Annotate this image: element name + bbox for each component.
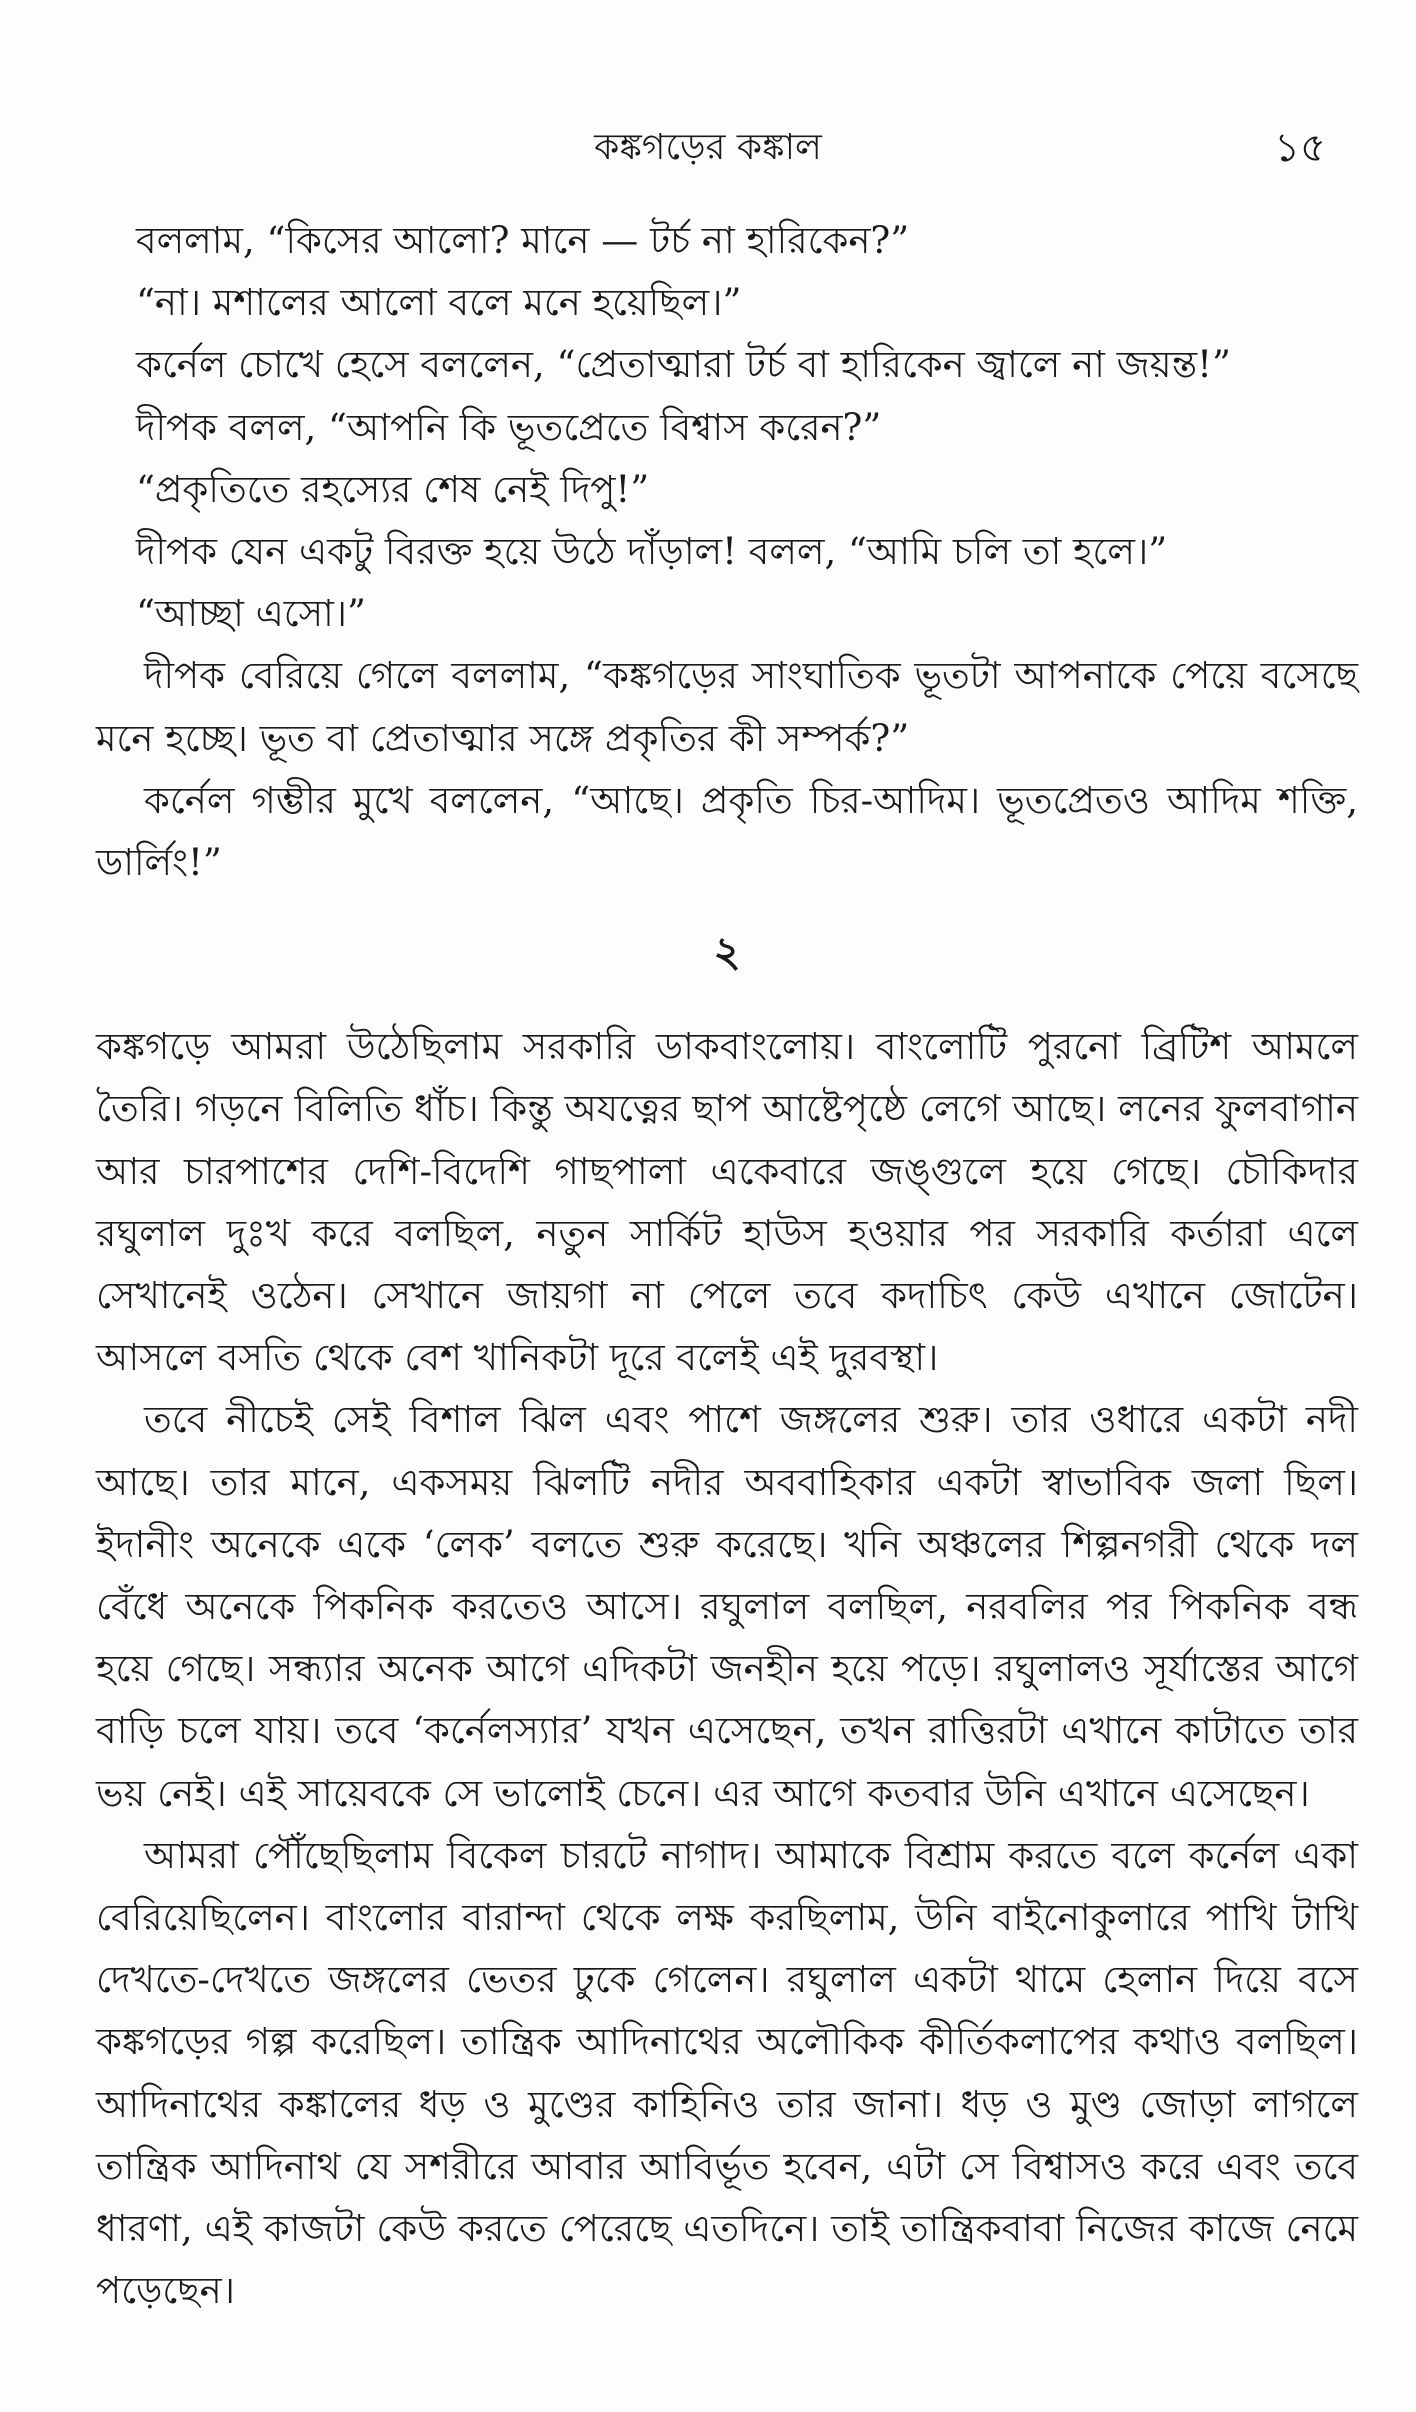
paragraph: দীপক যেন একটু বিরক্ত হয়ে উঠে দাঁড়াল! বলল, “আমি চলি তা হলে।”: [136, 530, 1168, 574]
paragraph: দীপক বলল, “আপনি কি ভূতপ্রেতে বিশ্বাস করেন?”: [136, 405, 882, 449]
paragraph: দীপক বেরিয়ে গেলে বললাম, “কঙ্কগড়ের সাংঘাতিক ভূতটা আপনাকে পেয়ে বসেছে মনে হচ্ছে। ভূত বা প্রেতাত্মার সঙ্গে প্রকৃতির কী সম্পর্ক?”: [96, 654, 1358, 760]
paragraph: কর্নেল চোখে হেসে বললেন, “প্রেতাত্মারা টর্চ বা হারিকেন জ্বালে না জয়ন্ত!”: [136, 343, 1231, 387]
paragraph: আমরা পৌঁছেছিলাম বিকেল চারটে নাগাদ। আমাকে বিশ্রাম করতে বলে কর্নেল একা বেরিয়েছিলেন। বাংলোর বারান্দা থেকে লক্ষ করছিলাম, উনি বাইনোকুলারে পাখি টাখি দেখতে-দেখতে জঙ্গলের ভেতর ঢুকে গেলেন। রঘুলাল একটা থামে হেলান দিয়ে বসে কঙ্কগড়ের গল্প করেছিল। তান্ত্রিক আদিনাথের অলৌকিক কীর্তিকলাপের কথাও বলছিল। আদিনাথের কঙ্কালের ধড় ও মুণ্ডের কাহিনিও তার জানা। ধড় ও মুণ্ড জোড়া লাগলে তান্ত্রিক আদিনাথ যে সশরীরে আবার আবির্ভূত হবেন, এটা সে বিশ্বাসও করে এবং তবে ধারণা, এই কাজটা কেউ করতে পেরেছে এতদিনে। তাই তান্ত্রিকবাবা নিজের কাজে নেমে পড়েছেন।: [96, 1833, 1358, 2313]
section-number: ২: [713, 927, 741, 977]
paragraph: কর্নেল গম্ভীর মুখে বললেন, “আছে। প্রকৃতি চির-আদিম। ভূতপ্রেতও আদিম শক্তি, ডার্লিং!”: [96, 778, 1358, 885]
running-head: [0, 118, 1416, 178]
body-text: [96, 210, 1358, 2323]
running-title: কঙ্কগড়ের কঙ্কাল: [594, 127, 822, 168]
paragraph: কঙ্কগড়ে আমরা উঠেছিলাম সরকারি ডাকবাংলোয়। বাংলোটি পুরনো ব্রিটিশ আমলে তৈরি। গড়নে বিলিতি ধাঁচ। কিন্তু অযত্নের ছাপ আষ্টেপৃষ্ঠে লেগে আছে। লনের ফুলবাগান আর চারপাশের দেশি-বিদেশি গাছপালা একেবারে জঙ্গুলে হয়ে গেছে। চৌকিদার রঘুলাল দুঃখ করে বলছিল, নতুন সার্কিট হাউস হওয়ার পর সরকারি কর্তারা এলে সেখানেই ওঠেন। সেখানে জায়গা না পেলে তবে কদাচিৎ কেউ এখানে জোটেন। আসলে বসতি থেকে বেশ খানিকটা দূরে বলেই এই দুরবস্থা।: [96, 1025, 1358, 1380]
paragraph: “আচ্ছা এসো।”: [136, 592, 366, 636]
paragraph: বললাম, “কিসের আলো? মানে — টর্চ না হারিকেন?”: [136, 219, 910, 262]
paragraph: “না। মশালের আলো বলে মনে হয়েছিল।”: [136, 281, 742, 325]
paragraph: “প্রকৃতিতে রহস্যের শেষ নেই দিপু!”: [136, 467, 650, 511]
paragraph: তবে নীচেই সেই বিশাল ঝিল এবং পাশে জঙ্গলের শুরু। তার ওধারে একটা নদী আছে। তার মানে, একসময় ঝিলটি নদীর অববাহিকার একটা স্বাভাবিক জলা ছিল। ইদানীং অনেকে একে ‘লেক’ বলতে শুরু করেছে। খনি অঞ্চলের শিল্পনগরী থেকে দল বেঁধে অনেকে পিকনিক করতেও আসে। রঘুলাল বলছিল, নরবলির পর পিকনিক বন্ধ হয়ে গেছে। সন্ধ্যার অনেক আগে এদিকটা জনহীন হয়ে পড়ে। রঘুলালও সূর্যাস্তের আগে বাড়ি চলে যায়। তবে ‘কর্নেলস্যার’ যখন এসেছেন, তখন রাত্তিরটা এখানে কাটাতে তার ভয় নেই। এই সায়েবকে সে ভালোই চেনে। এর আগে কতবার উনি এখানে এসেছেন।: [96, 1398, 1358, 1815]
page-number: ১৫: [1274, 125, 1326, 171]
